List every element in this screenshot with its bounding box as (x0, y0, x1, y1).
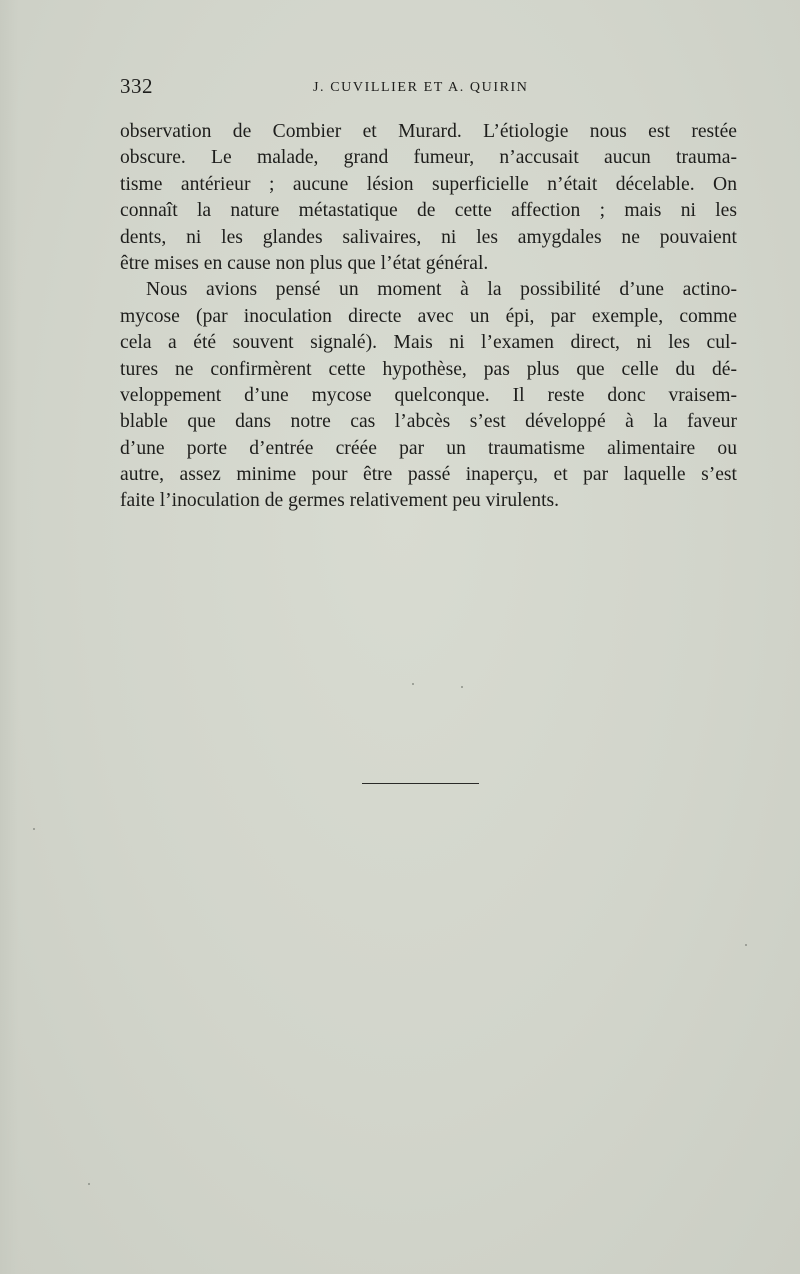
paper-speck (412, 683, 414, 685)
page-number: 332 (120, 74, 153, 98)
text-line: blable que dans notre cas l’abcès s’est développé à la faveur (120, 411, 737, 433)
paper-speck (88, 1183, 90, 1185)
text-line: tures ne confirmèrent cette hypothèse, pas plus que celle du dé- (120, 358, 737, 380)
text-line: connaît la nature métastatique de cette affection ; mais ni les (120, 200, 737, 222)
paragraph-1 (120, 119, 737, 277)
end-of-section-rule (362, 783, 479, 784)
text-line: Nous avions pensé un moment à la possibilité d’une actino- (146, 279, 737, 301)
page-edge-shadow (0, 0, 18, 1274)
text-line: tisme antérieur ; aucune lésion superficielle n’était décelable. On (120, 173, 737, 195)
paper-speck (33, 828, 35, 830)
text-line: d’une porte d’entrée créée par un traumatisme alimentaire ou (120, 437, 737, 459)
running-title: J. CUVILLIER ET A. QUIRIN (313, 80, 529, 95)
running-head (120, 70, 740, 100)
text-line: mycose (par inoculation directe avec un épi, par exemple, comme (120, 305, 737, 327)
text-line: obscure. Le malade, grand fumeur, n’accusait aucun trauma- (120, 147, 737, 169)
paper-speck (745, 944, 747, 946)
text-line: autre, assez minime pour être passé inaperçu, et par laquelle s’est (120, 464, 737, 486)
text-line: veloppement d’une mycose quelconque. Il reste donc vraisem- (120, 384, 737, 406)
paper-speck (461, 686, 463, 688)
text-line: observation de Combier et Murard. L’étiologie nous est restée (120, 121, 737, 142)
paragraph-2 (120, 277, 737, 515)
text-line: être mises en cause non plus que l’état général. (120, 252, 489, 274)
text-line: faite l’inoculation de germes relativement peu virulents. (120, 490, 560, 512)
body-text (120, 119, 737, 515)
text-line: dents, ni les glandes salivaires, ni les amygdales ne pouvaient (120, 226, 737, 248)
text-line: cela a été souvent signalé). Mais ni l’examen direct, ni les cul- (120, 332, 737, 354)
